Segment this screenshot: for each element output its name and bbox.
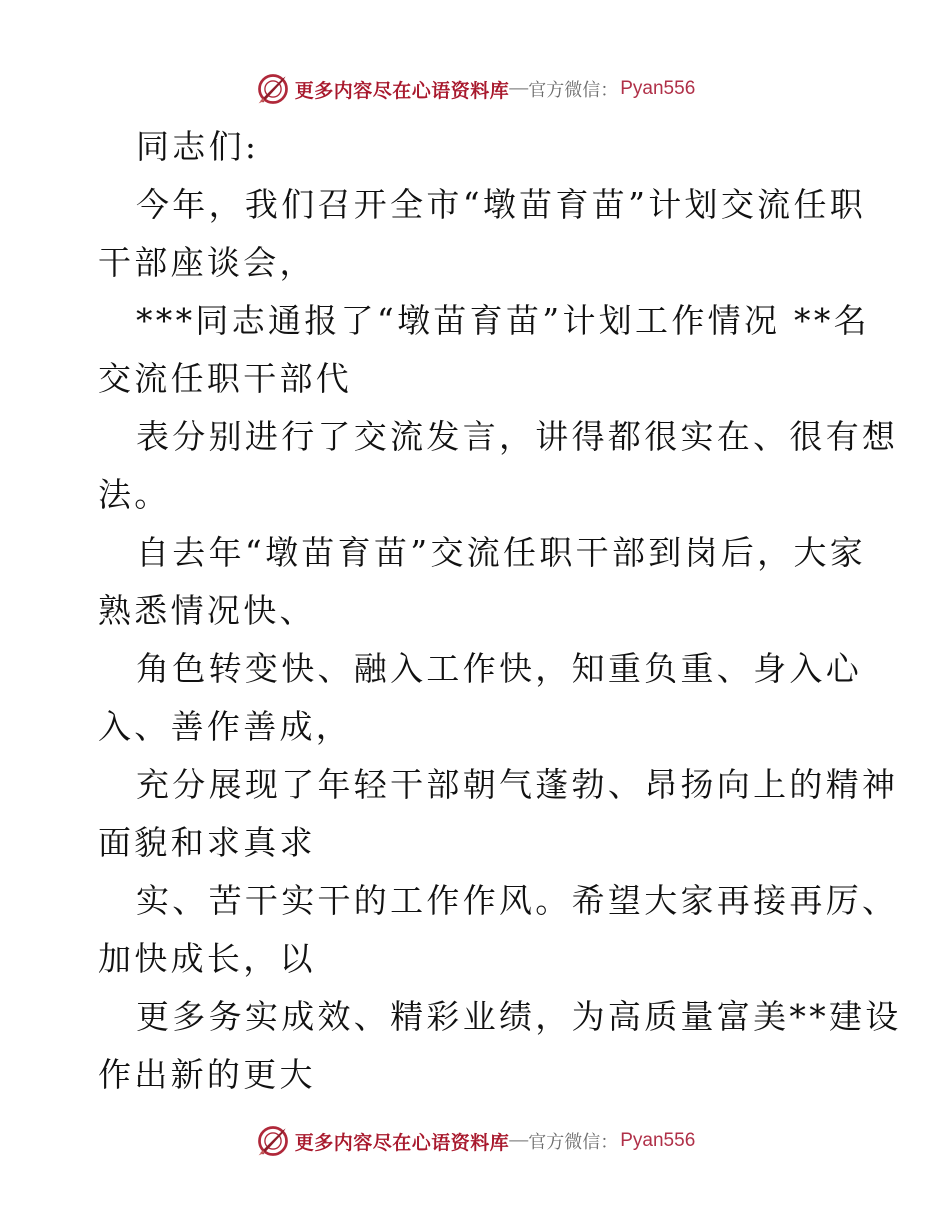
- banner-dash: —: [509, 78, 529, 99]
- body-line: ***同志通报了“墩苗育苗”计划工作情况 **名: [136, 301, 870, 340]
- banner-wechat-id: Pyan556: [620, 78, 696, 99]
- banner-wechat-label: 官方微信：: [528, 1132, 619, 1153]
- body-line: 表分别进行了交流发言，讲得都很实在、很有想: [136, 417, 899, 456]
- header-banner: [255, 70, 696, 108]
- footer-banner: [255, 1122, 696, 1160]
- banner-main-text: 更多内容尽在心语资料库: [294, 79, 510, 102]
- body-line: 角色转变快、融入工作快，知重负重、身入心: [136, 649, 862, 688]
- banner-main-text: 更多内容尽在心语资料库: [294, 1131, 510, 1154]
- banner-dash: —: [509, 1130, 529, 1151]
- body-line: 干部座谈会，: [98, 243, 316, 282]
- body-line: 面貌和求真求: [98, 823, 316, 862]
- banner-wechat-label: 官方微信：: [528, 80, 619, 101]
- body-line: 交流任职干部代: [98, 359, 353, 398]
- page-footer: [0, 1122, 950, 1160]
- body-line: 充分展现了年轻干部朝气蓬勃、昂扬向上的精神: [136, 765, 899, 804]
- body-line: 实、苦干实干的工作作风。希望大家再接再厉、: [136, 881, 899, 920]
- page-header: [0, 70, 950, 108]
- document-body: [98, 118, 902, 1104]
- body-line: 作出新的更大: [98, 1055, 316, 1094]
- body-line: 自去年“墩苗育苗”交流任职干部到岗后，大家: [136, 533, 867, 572]
- pen-logo-icon: [255, 71, 291, 107]
- body-line: 更多务实成效、精彩业绩，为高质量富美**建设: [136, 997, 902, 1036]
- pen-logo-icon: [255, 1123, 291, 1159]
- body-line: 法。: [98, 475, 171, 514]
- body-line: 加快成长，以: [98, 939, 316, 978]
- salutation: 同志们:: [136, 127, 260, 166]
- body-line: 熟悉情况快、: [98, 591, 316, 630]
- body-line: 今年，我们召开全市“墩苗育苗”计划交流任职: [136, 185, 867, 224]
- banner-wechat-id: Pyan556: [620, 1130, 696, 1151]
- body-line: 入、善作善成，: [98, 707, 353, 746]
